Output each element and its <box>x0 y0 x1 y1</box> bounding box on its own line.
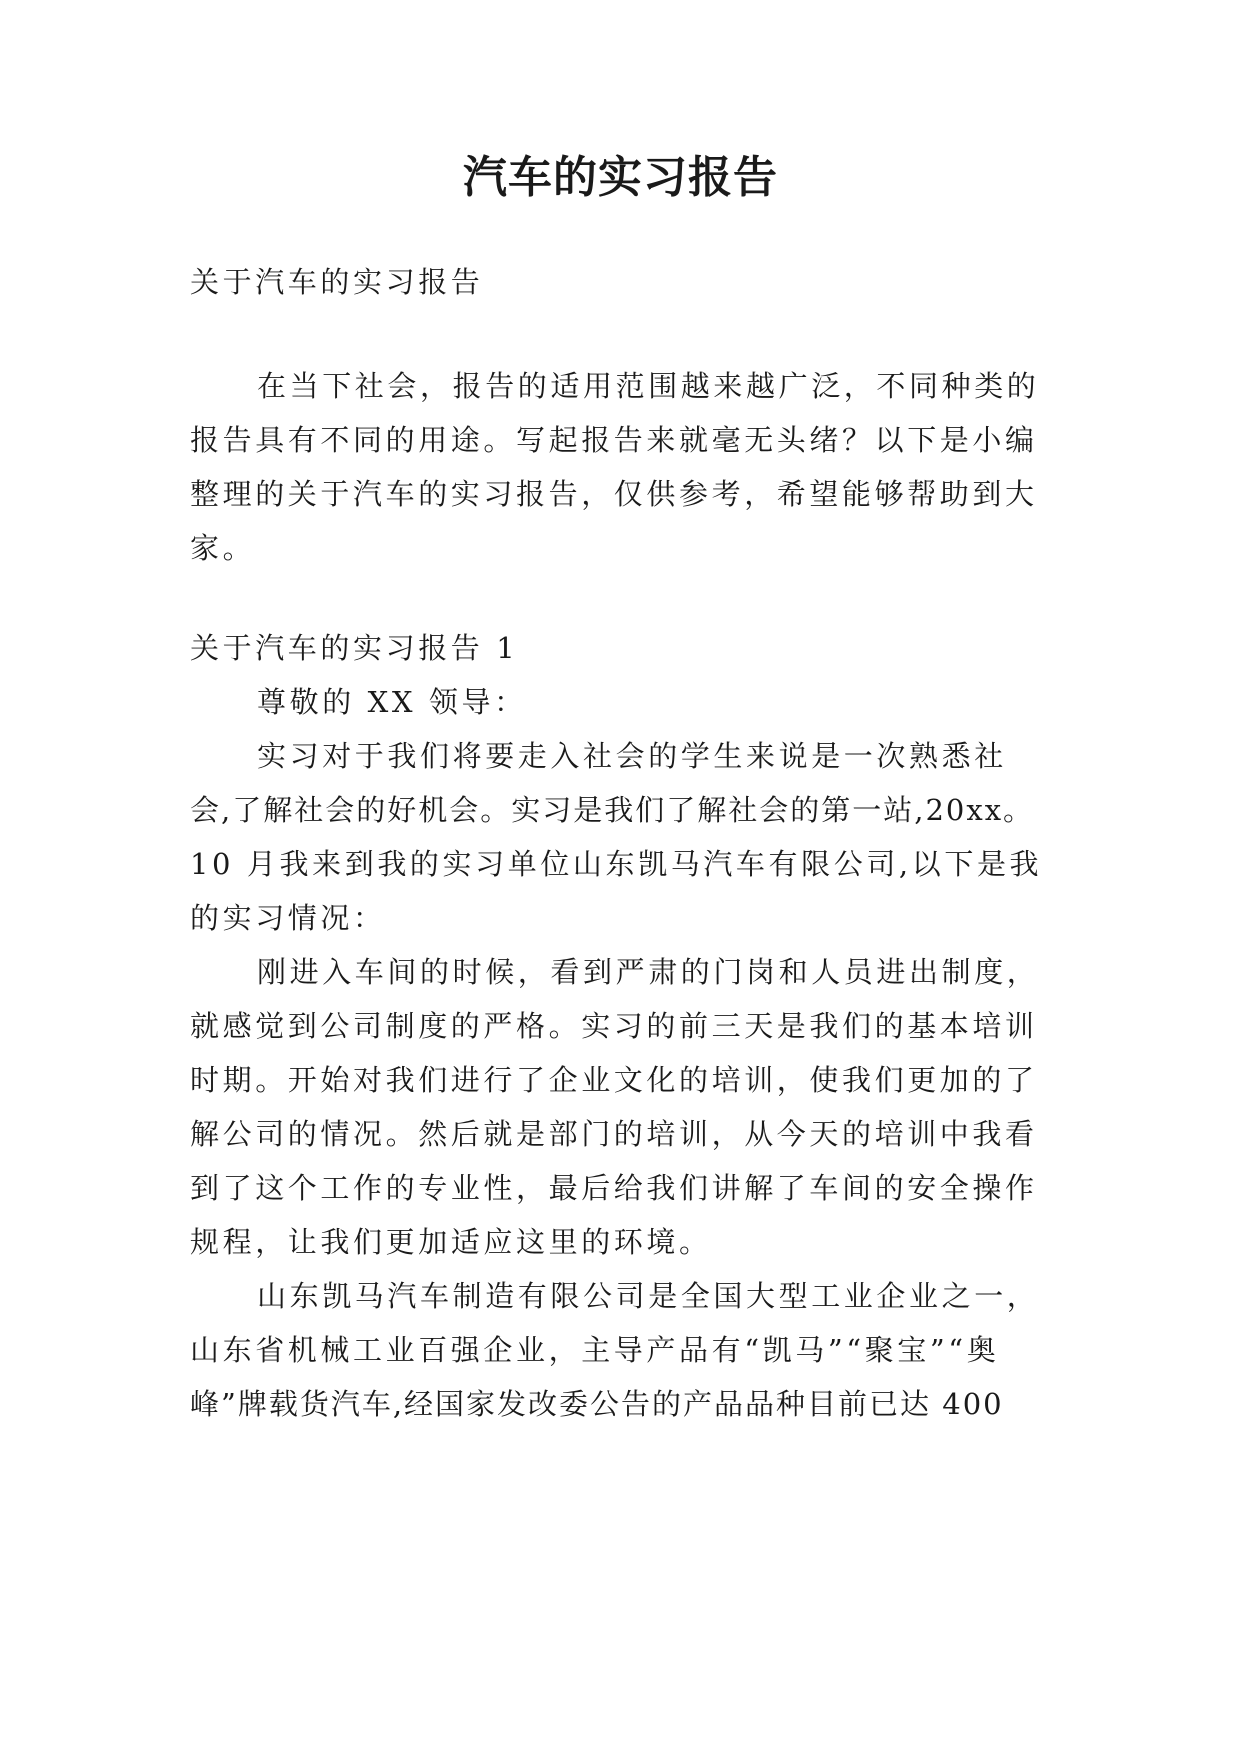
paragraph-line: 解公司的情况。然后就是部门的培训，从今天的培训中我看 <box>190 1117 1038 1151</box>
paragraph-line: 山东省机械工业百强企业，主导产品有“凯马”“聚宝”“奥 <box>190 1333 1000 1367</box>
section-heading: 关于汽车的实习报告 1 <box>190 631 519 665</box>
paragraph-line: 到了这个工作的专业性，最后给我们讲解了车间的安全操作 <box>190 1171 1038 1205</box>
paragraph-line: 会,了解社会的好机会。实习是我们了解社会的第一站,20xx。 <box>190 793 1035 827</box>
paragraph-line: 报告具有不同的用途。写起报告来就毫无头绪？以下是小编 <box>190 423 1038 457</box>
paragraph-line: 峰”牌载货汽车,经国家发改委公告的产品品种目前已达 400 <box>190 1387 1004 1421</box>
paragraph-line: 实习对于我们将要走入社会的学生来说是一次熟悉社 <box>257 739 1007 773</box>
paragraph-line: 时期。开始对我们进行了企业文化的培训，使我们更加的了 <box>190 1063 1038 1097</box>
subtitle-line: 关于汽车的实习报告 <box>190 265 484 299</box>
paragraph-line: 山东凯马汽车制造有限公司是全国大型工业企业之一， <box>257 1279 1040 1313</box>
paragraph-line: 规程，让我们更加适应这里的环境。 <box>190 1225 712 1259</box>
paragraph-line: 10 月我来到我的实习单位山东凯马汽车有限公司,以下是我 <box>190 847 1043 881</box>
paragraph-line: 整理的关于汽车的实习报告，仅供参考，希望能够帮助到大 <box>190 477 1038 511</box>
paragraph-line: 就感觉到公司制度的严格。实习的前三天是我们的基本培训 <box>190 1009 1038 1043</box>
paragraph-line: 的实习情况： <box>190 901 386 935</box>
paragraph-line: 刚进入车间的时候，看到严肃的门岗和人员进出制度， <box>257 955 1040 989</box>
paragraph-line: 家。 <box>190 531 256 565</box>
document-title: 汽车的实习报告 <box>463 152 778 203</box>
salutation-line: 尊敬的 XX 领导： <box>257 685 527 719</box>
paragraph-line: 在当下社会，报告的适用范围越来越广泛，不同种类的 <box>257 369 1040 403</box>
